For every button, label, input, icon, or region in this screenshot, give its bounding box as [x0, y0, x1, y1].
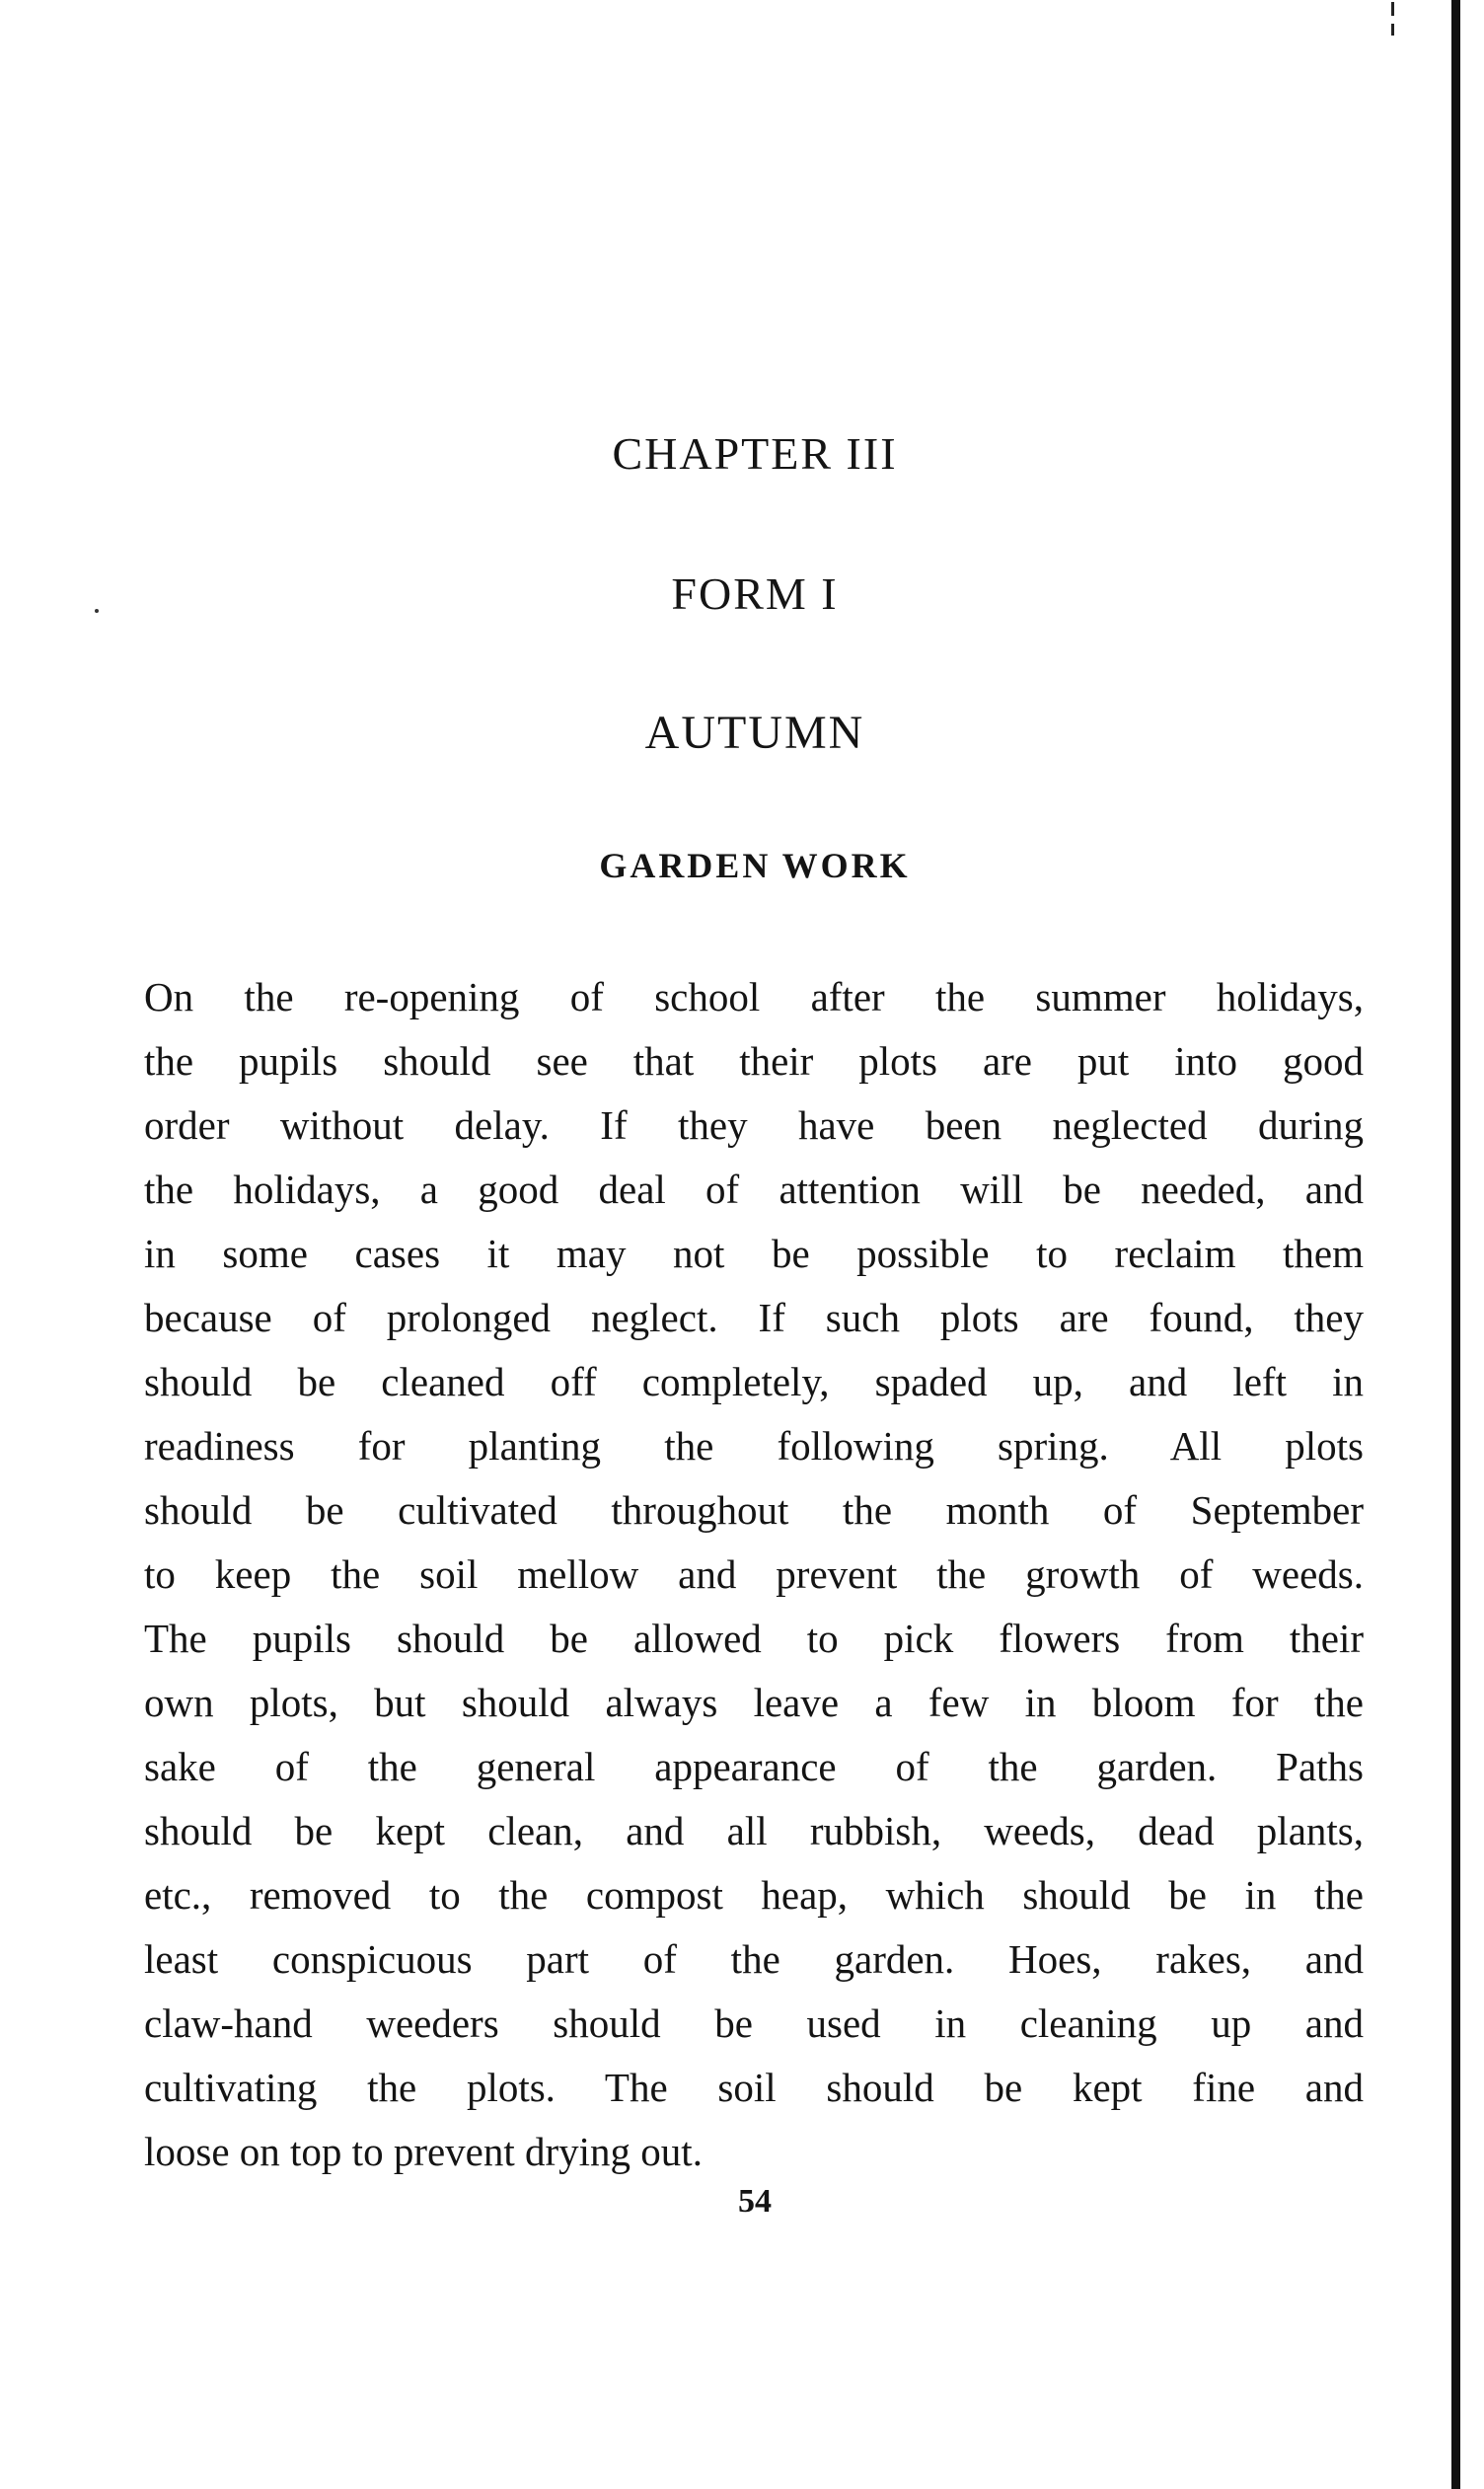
text-line: because of prolonged neglect. If such plots are found, they	[144, 1295, 1364, 1340]
page-edge-line	[1451, 0, 1460, 2489]
text-line: in some cases it may not be possible to reclaim them	[144, 1231, 1364, 1276]
text-line: loose on top to prevent drying out.	[144, 2129, 703, 2174]
season-heading: AUTUMN	[644, 707, 865, 759]
text-line: etc., removed to the compost heap, which should be in the	[144, 1872, 1364, 1918]
text-line: to keep the soil mellow and prevent the growth of weeds.	[144, 1551, 1364, 1597]
text-line: own plots, but should always leave a few in bloom for the	[144, 1680, 1364, 1725]
page-edge-mark	[1391, 24, 1394, 36]
text-line: cultivating the plots. The soil should be kept fine and	[144, 2065, 1364, 2110]
chapter-heading: CHAPTER III	[612, 428, 898, 479]
form-heading: FORM I	[671, 568, 839, 619]
text-line: should be cleaned off completely, spaded up, and left in	[144, 1359, 1364, 1404]
text-line: The pupils should be allowed to pick flowers from their	[144, 1616, 1364, 1661]
text-line: should be cultivated throughout the month of September	[144, 1487, 1364, 1533]
section-title: GARDEN WORK	[599, 846, 911, 885]
body-paragraph	[144, 965, 1364, 2184]
text-line: the holidays, a good deal of attention will be needed, and	[144, 1167, 1364, 1212]
text-line: the pupils should see that their plots are put into good	[144, 1038, 1364, 1084]
text-line: sake of the general appearance of the garden. Paths	[144, 1744, 1364, 1789]
text-line: should be kept clean, and all rubbish, weeds, dead plants,	[144, 1808, 1364, 1853]
text-line: order without delay. If they have been neglected during	[144, 1102, 1364, 1148]
text-line: readiness for planting the following spring. All plots	[144, 1423, 1364, 1469]
text-line: least conspicuous part of the garden. Hoes, rakes, and	[144, 1936, 1364, 1982]
page-edge-mark	[1391, 2, 1394, 16]
page-number: 54	[738, 2183, 772, 2220]
text-line: On the re-opening of school after the summer holidays,	[144, 974, 1364, 1019]
text-line: claw-hand weeders should be used in cleaning up and	[144, 2000, 1364, 2046]
